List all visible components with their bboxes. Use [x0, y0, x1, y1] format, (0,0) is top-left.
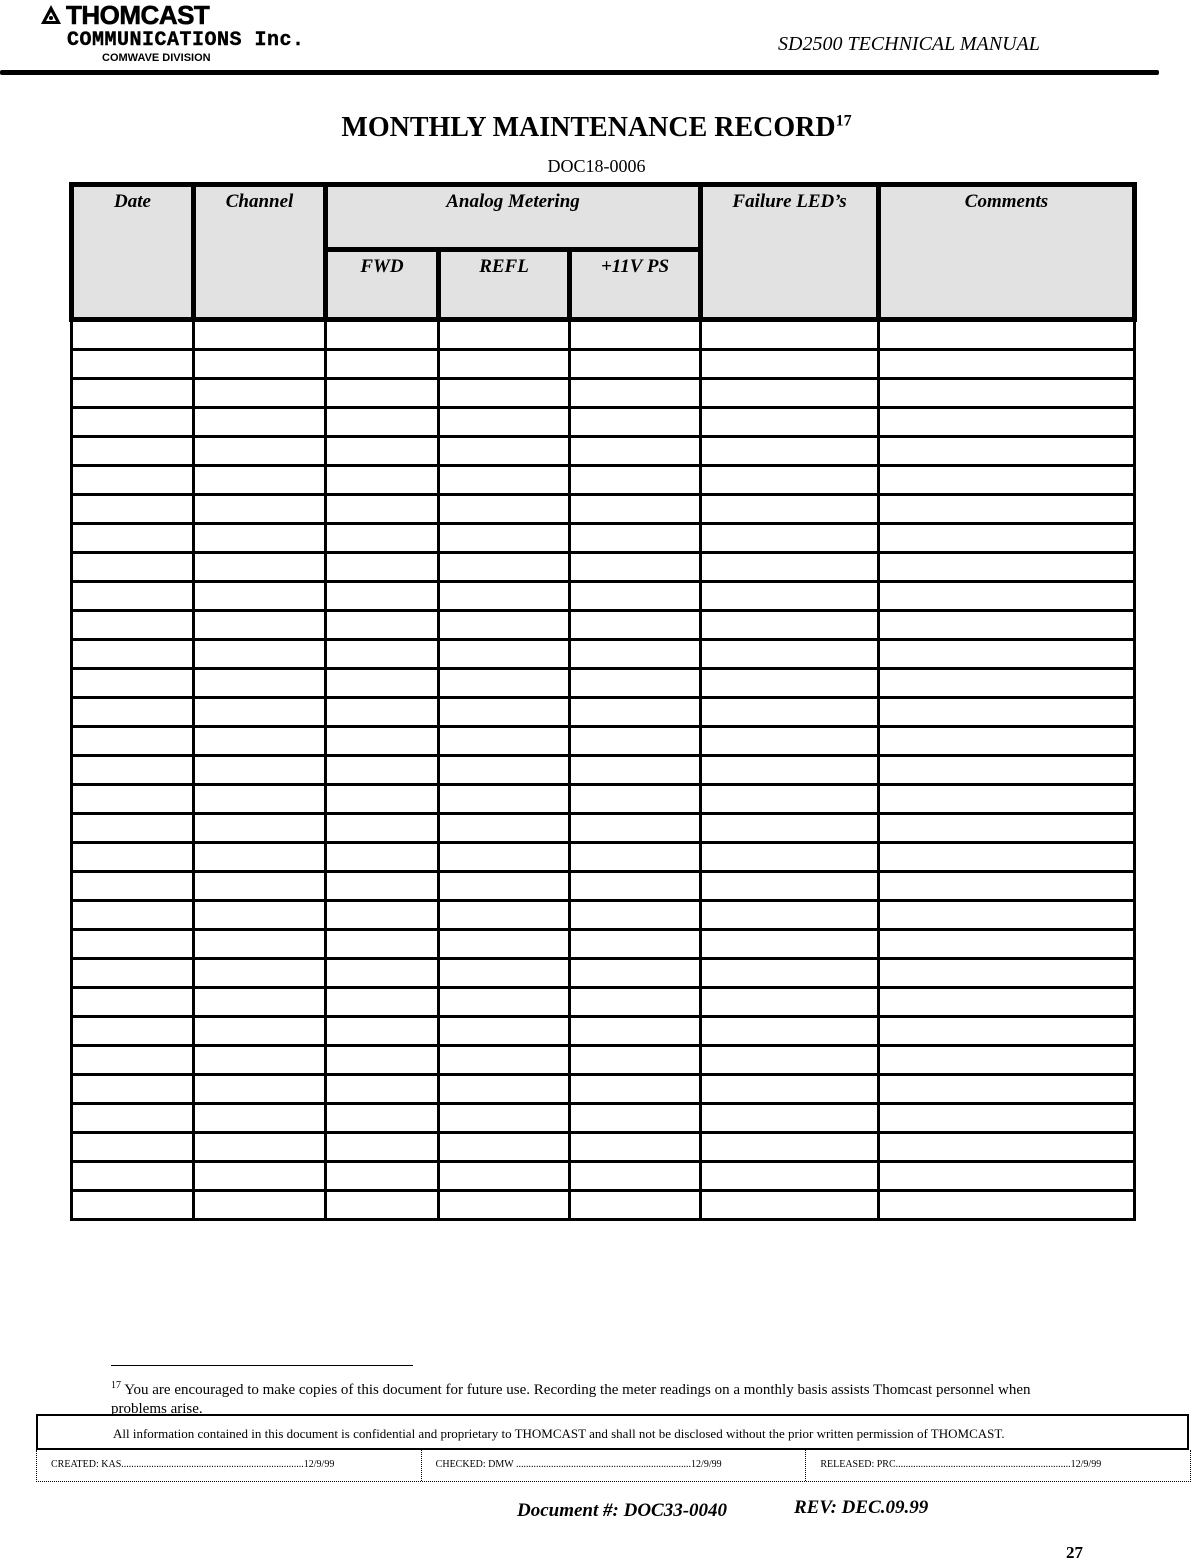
checked-field: CHECKED: DMW ......................................................................12/9/99	[422, 1450, 807, 1481]
cell-date[interactable]	[72, 350, 194, 379]
cell-failure[interactable]	[701, 582, 879, 611]
cell-fwd[interactable]	[326, 1017, 439, 1046]
cell-refl[interactable]	[439, 495, 570, 524]
cell-comments[interactable]	[879, 785, 1135, 814]
cell-refl[interactable]	[439, 872, 570, 901]
cell-date[interactable]	[72, 1075, 194, 1104]
table-row	[72, 1133, 1135, 1162]
cell-refl[interactable]	[439, 814, 570, 843]
cell-ps[interactable]	[570, 408, 701, 437]
table-row	[72, 930, 1135, 959]
cell-comments[interactable]	[879, 350, 1135, 379]
column-header-analog-metering: Analog Metering	[326, 185, 701, 250]
cell-refl[interactable]	[439, 1075, 570, 1104]
cell-ps[interactable]	[570, 320, 701, 350]
page-number: 27	[1066, 1543, 1083, 1562]
cell-channel[interactable]	[194, 785, 326, 814]
cell-failure[interactable]	[701, 495, 879, 524]
cell-channel[interactable]	[194, 408, 326, 437]
cell-date[interactable]	[72, 495, 194, 524]
cell-channel[interactable]	[194, 1162, 326, 1191]
table-row	[72, 669, 1135, 698]
page-title-text: MONTHLY MAINTENANCE RECORD	[341, 112, 836, 143]
cell-fwd[interactable]	[326, 785, 439, 814]
cell-comments[interactable]	[879, 727, 1135, 756]
document-number: Document #: DOC33-0040	[517, 1500, 728, 1521]
cell-comments[interactable]	[879, 901, 1135, 930]
cell-date[interactable]	[72, 756, 194, 785]
cell-fwd[interactable]	[326, 669, 439, 698]
cell-fwd[interactable]	[326, 959, 439, 988]
cell-ps[interactable]	[570, 1046, 701, 1075]
cell-date[interactable]	[72, 814, 194, 843]
table-row	[72, 524, 1135, 553]
cell-comments[interactable]	[879, 495, 1135, 524]
cell-ps[interactable]	[570, 727, 701, 756]
confidentiality-text: All information contained in this document is confidential and proprietary to THOMCAST and shall not be disclosed without the prior written permission of THOMCAST.	[113, 1426, 1005, 1441]
cell-date[interactable]	[72, 553, 194, 582]
cell-date[interactable]	[72, 379, 194, 408]
cell-channel[interactable]	[194, 1133, 326, 1162]
cell-channel[interactable]	[194, 669, 326, 698]
table-row	[72, 1017, 1135, 1046]
cell-fwd[interactable]	[326, 1075, 439, 1104]
footnote-ref: 17	[835, 112, 852, 130]
cell-date[interactable]	[72, 669, 194, 698]
cell-channel[interactable]	[194, 901, 326, 930]
cell-channel[interactable]	[194, 466, 326, 495]
cell-ps[interactable]	[570, 1191, 701, 1220]
cell-fwd[interactable]	[326, 1162, 439, 1191]
cell-refl[interactable]	[439, 698, 570, 727]
cell-comments[interactable]	[879, 1191, 1135, 1220]
column-header-11v-ps: +11V PS	[570, 250, 701, 320]
cell-fwd[interactable]	[326, 843, 439, 872]
table-row	[72, 727, 1135, 756]
cell-channel[interactable]	[194, 756, 326, 785]
cell-ps[interactable]	[570, 930, 701, 959]
cell-channel[interactable]	[194, 640, 326, 669]
cell-comments[interactable]	[879, 640, 1135, 669]
cell-channel[interactable]	[194, 379, 326, 408]
cell-fwd[interactable]	[326, 379, 439, 408]
cell-refl[interactable]	[439, 582, 570, 611]
table-row	[72, 1162, 1135, 1191]
cell-date[interactable]	[72, 1162, 194, 1191]
table-row	[72, 698, 1135, 727]
cell-comments[interactable]	[879, 1162, 1135, 1191]
cell-comments[interactable]	[879, 930, 1135, 959]
footnote-text: You are encouraged to make copies of this document for future use. Recording the meter readings on a monthly basis assists Thomcast personnel when problems arise.	[111, 1382, 1031, 1417]
cell-comments[interactable]	[879, 408, 1135, 437]
cell-refl[interactable]	[439, 1017, 570, 1046]
cell-fwd[interactable]	[326, 466, 439, 495]
cell-date[interactable]	[72, 582, 194, 611]
footnote	[111, 1376, 1071, 1419]
cell-refl[interactable]	[439, 408, 570, 437]
cell-channel[interactable]	[194, 582, 326, 611]
form-doc-number: DOC18-0006	[547, 156, 646, 176]
cell-failure[interactable]	[701, 1075, 879, 1104]
cell-comments[interactable]	[879, 872, 1135, 901]
cell-date[interactable]	[72, 466, 194, 495]
cell-channel[interactable]	[194, 437, 326, 466]
cell-comments[interactable]	[879, 1133, 1135, 1162]
cell-fwd[interactable]	[326, 350, 439, 379]
cell-failure[interactable]	[701, 669, 879, 698]
cell-failure[interactable]	[701, 466, 879, 495]
cell-fwd[interactable]	[326, 1133, 439, 1162]
cell-channel[interactable]	[194, 1075, 326, 1104]
cell-fwd[interactable]	[326, 930, 439, 959]
cell-fwd[interactable]	[326, 611, 439, 640]
cell-comments[interactable]	[879, 1075, 1135, 1104]
cell-refl[interactable]	[439, 785, 570, 814]
revision: REV: DEC.09.99	[794, 1497, 929, 1518]
table-row	[72, 379, 1135, 408]
cell-ps[interactable]	[570, 437, 701, 466]
cell-ps[interactable]	[570, 756, 701, 785]
cell-channel[interactable]	[194, 698, 326, 727]
cell-refl[interactable]	[439, 1191, 570, 1220]
cell-ps[interactable]	[570, 843, 701, 872]
column-header-comments: Comments	[879, 185, 1135, 320]
cell-date[interactable]	[72, 1104, 194, 1133]
cell-comments[interactable]	[879, 988, 1135, 1017]
cell-refl[interactable]	[439, 988, 570, 1017]
cell-ps[interactable]	[570, 785, 701, 814]
cell-date[interactable]	[72, 785, 194, 814]
cell-date[interactable]	[72, 1017, 194, 1046]
cell-channel[interactable]	[194, 1191, 326, 1220]
cell-date[interactable]	[72, 640, 194, 669]
division-name: COMWAVE DIVISION	[102, 52, 211, 64]
cell-failure[interactable]	[701, 1191, 879, 1220]
table-row	[72, 320, 1135, 350]
cell-ps[interactable]	[570, 553, 701, 582]
cell-ps[interactable]	[570, 1104, 701, 1133]
table-row	[72, 843, 1135, 872]
cell-refl[interactable]	[439, 320, 570, 350]
cell-ps[interactable]	[570, 640, 701, 669]
table-row	[72, 553, 1135, 582]
cell-refl[interactable]	[439, 379, 570, 408]
cell-refl[interactable]	[439, 930, 570, 959]
cell-channel[interactable]	[194, 611, 326, 640]
cell-comments[interactable]	[879, 843, 1135, 872]
cell-refl[interactable]	[439, 669, 570, 698]
table-row	[72, 466, 1135, 495]
cell-channel[interactable]	[194, 930, 326, 959]
cell-channel[interactable]	[194, 1017, 326, 1046]
company-name: THOMCAST	[66, 0, 210, 30]
cell-ps[interactable]	[570, 814, 701, 843]
cell-fwd[interactable]	[326, 1191, 439, 1220]
cell-date[interactable]	[72, 1133, 194, 1162]
cell-channel[interactable]	[194, 1104, 326, 1133]
table-row	[72, 1104, 1135, 1133]
cell-refl[interactable]	[439, 466, 570, 495]
cell-failure[interactable]	[701, 698, 879, 727]
cell-ps[interactable]	[570, 1162, 701, 1191]
cell-comments[interactable]	[879, 669, 1135, 698]
cell-date[interactable]	[72, 437, 194, 466]
table-row	[72, 495, 1135, 524]
cell-ps[interactable]	[570, 959, 701, 988]
cell-ps[interactable]	[570, 582, 701, 611]
cell-failure[interactable]	[701, 1046, 879, 1075]
cell-refl[interactable]	[439, 640, 570, 669]
cell-fwd[interactable]	[326, 1104, 439, 1133]
cell-ps[interactable]	[570, 901, 701, 930]
column-header-refl: REFL	[439, 250, 570, 320]
cell-comments[interactable]	[879, 437, 1135, 466]
cell-failure[interactable]	[701, 988, 879, 1017]
cell-comments[interactable]	[879, 320, 1135, 350]
cell-date[interactable]	[72, 988, 194, 1017]
cell-comments[interactable]	[879, 611, 1135, 640]
cell-date[interactable]	[72, 843, 194, 872]
cell-fwd[interactable]	[326, 872, 439, 901]
maintenance-table	[69, 182, 1137, 1221]
cell-date[interactable]	[72, 320, 194, 350]
cell-failure[interactable]	[701, 930, 879, 959]
cell-date[interactable]	[72, 698, 194, 727]
cell-refl[interactable]	[439, 1046, 570, 1075]
cell-fwd[interactable]	[326, 988, 439, 1017]
cell-channel[interactable]	[194, 1046, 326, 1075]
cell-fwd[interactable]	[326, 698, 439, 727]
cell-date[interactable]	[72, 1191, 194, 1220]
cell-fwd[interactable]	[326, 582, 439, 611]
table-row	[72, 814, 1135, 843]
cell-ps[interactable]	[570, 1133, 701, 1162]
cell-ps[interactable]	[570, 872, 701, 901]
manual-title: SD2500 TECHNICAL MANUAL	[778, 33, 1040, 55]
cell-failure[interactable]	[701, 553, 879, 582]
cell-comments[interactable]	[879, 379, 1135, 408]
table-row	[72, 872, 1135, 901]
cell-refl[interactable]	[439, 901, 570, 930]
table-row	[72, 408, 1135, 437]
cell-ps[interactable]	[570, 611, 701, 640]
cell-refl[interactable]	[439, 843, 570, 872]
cell-channel[interactable]	[194, 814, 326, 843]
cell-fwd[interactable]	[326, 437, 439, 466]
cell-date[interactable]	[72, 408, 194, 437]
cell-ps[interactable]	[570, 988, 701, 1017]
column-header-failure-leds: Failure LED’s	[701, 185, 879, 320]
cell-failure[interactable]	[701, 437, 879, 466]
cell-channel[interactable]	[194, 350, 326, 379]
cell-fwd[interactable]	[326, 408, 439, 437]
cell-channel[interactable]	[194, 524, 326, 553]
cell-failure[interactable]	[701, 611, 879, 640]
cell-channel[interactable]	[194, 320, 326, 350]
column-header-channel: Channel	[194, 185, 326, 320]
cell-comments[interactable]	[879, 1046, 1135, 1075]
cell-failure[interactable]	[701, 350, 879, 379]
cell-fwd[interactable]	[326, 727, 439, 756]
cell-fwd[interactable]	[326, 553, 439, 582]
cell-refl[interactable]	[439, 1133, 570, 1162]
company-logo	[40, 0, 209, 31]
header-divider	[0, 70, 1159, 75]
cell-channel[interactable]	[194, 872, 326, 901]
table-row	[72, 350, 1135, 379]
table-row	[72, 582, 1135, 611]
cell-failure[interactable]	[701, 843, 879, 872]
cell-ps[interactable]	[570, 495, 701, 524]
cell-date[interactable]	[72, 727, 194, 756]
cell-refl[interactable]	[439, 611, 570, 640]
cell-comments[interactable]	[879, 959, 1135, 988]
cell-failure[interactable]	[701, 640, 879, 669]
cell-comments[interactable]	[879, 698, 1135, 727]
table-row	[72, 1191, 1135, 1220]
cell-refl[interactable]	[439, 756, 570, 785]
cell-failure[interactable]	[701, 524, 879, 553]
cell-failure[interactable]	[701, 959, 879, 988]
cell-comments[interactable]	[879, 553, 1135, 582]
cell-comments[interactable]	[879, 1017, 1135, 1046]
cell-comments[interactable]	[879, 1104, 1135, 1133]
footnote-divider	[111, 1365, 413, 1366]
cell-comments[interactable]	[879, 814, 1135, 843]
cell-refl[interactable]	[439, 727, 570, 756]
released-field: RELEASED: PRC......................................................................12/9/99	[820, 1459, 1102, 1470]
cell-failure[interactable]	[701, 1133, 879, 1162]
cell-comments[interactable]	[879, 524, 1135, 553]
cell-date[interactable]	[72, 959, 194, 988]
cell-channel[interactable]	[194, 553, 326, 582]
cell-fwd[interactable]	[326, 756, 439, 785]
cell-failure[interactable]	[701, 872, 879, 901]
cell-failure[interactable]	[701, 1162, 879, 1191]
cell-fwd[interactable]	[326, 814, 439, 843]
table-row	[72, 611, 1135, 640]
cell-ps[interactable]	[570, 698, 701, 727]
cell-fwd[interactable]	[326, 1046, 439, 1075]
cell-date[interactable]	[72, 872, 194, 901]
cell-failure[interactable]	[701, 1104, 879, 1133]
cell-refl[interactable]	[439, 553, 570, 582]
cell-ps[interactable]	[570, 379, 701, 408]
table-row	[72, 988, 1135, 1017]
cell-refl[interactable]	[439, 437, 570, 466]
cell-date[interactable]	[72, 611, 194, 640]
table-row	[72, 1075, 1135, 1104]
column-header-date: Date	[72, 185, 194, 320]
footnote-number: 17	[111, 1380, 121, 1391]
cell-channel[interactable]	[194, 495, 326, 524]
cell-date[interactable]	[72, 930, 194, 959]
cell-failure[interactable]	[701, 901, 879, 930]
cell-ps[interactable]	[570, 466, 701, 495]
cell-failure[interactable]	[701, 756, 879, 785]
cell-date[interactable]	[72, 524, 194, 553]
cell-failure[interactable]	[701, 320, 879, 350]
cell-refl[interactable]	[439, 1104, 570, 1133]
cell-ps[interactable]	[570, 1017, 701, 1046]
table-row	[72, 901, 1135, 930]
cell-ps[interactable]	[570, 669, 701, 698]
cell-comments[interactable]	[879, 466, 1135, 495]
cell-channel[interactable]	[194, 959, 326, 988]
cell-fwd[interactable]	[326, 320, 439, 350]
cell-ps[interactable]	[570, 1075, 701, 1104]
cell-channel[interactable]	[194, 727, 326, 756]
signoff-row	[36, 1450, 1191, 1482]
confidentiality-notice	[36, 1414, 1189, 1450]
cell-failure[interactable]	[701, 379, 879, 408]
table-row	[72, 785, 1135, 814]
table-body	[72, 320, 1135, 1220]
table-row	[72, 959, 1135, 988]
cell-failure[interactable]	[701, 408, 879, 437]
cell-failure[interactable]	[701, 1017, 879, 1046]
cell-channel[interactable]	[194, 988, 326, 1017]
cell-failure[interactable]	[701, 727, 879, 756]
cell-comments[interactable]	[879, 756, 1135, 785]
cell-fwd[interactable]	[326, 524, 439, 553]
page-title	[0, 112, 1193, 144]
cell-refl[interactable]	[439, 524, 570, 553]
table-row	[72, 756, 1135, 785]
cell-failure[interactable]	[701, 814, 879, 843]
cell-comments[interactable]	[879, 582, 1135, 611]
cell-fwd[interactable]	[326, 495, 439, 524]
company-subname: COMMUNICATIONS Inc.	[67, 29, 305, 52]
table-row	[72, 1046, 1135, 1075]
cell-failure[interactable]	[701, 785, 879, 814]
cell-fwd[interactable]	[326, 901, 439, 930]
table-row	[72, 437, 1135, 466]
thomcast-logo-icon	[40, 4, 62, 26]
cell-ps[interactable]	[570, 350, 701, 379]
cell-refl[interactable]	[439, 350, 570, 379]
cell-date[interactable]	[72, 1046, 194, 1075]
table-row	[72, 640, 1135, 669]
column-header-fwd: FWD	[326, 250, 439, 320]
created-field: CREATED: KAS.........................................................................12/9/99	[37, 1450, 422, 1481]
cell-refl[interactable]	[439, 959, 570, 988]
cell-ps[interactable]	[570, 524, 701, 553]
cell-channel[interactable]	[194, 843, 326, 872]
cell-refl[interactable]	[439, 1162, 570, 1191]
cell-fwd[interactable]	[326, 640, 439, 669]
cell-date[interactable]	[72, 901, 194, 930]
